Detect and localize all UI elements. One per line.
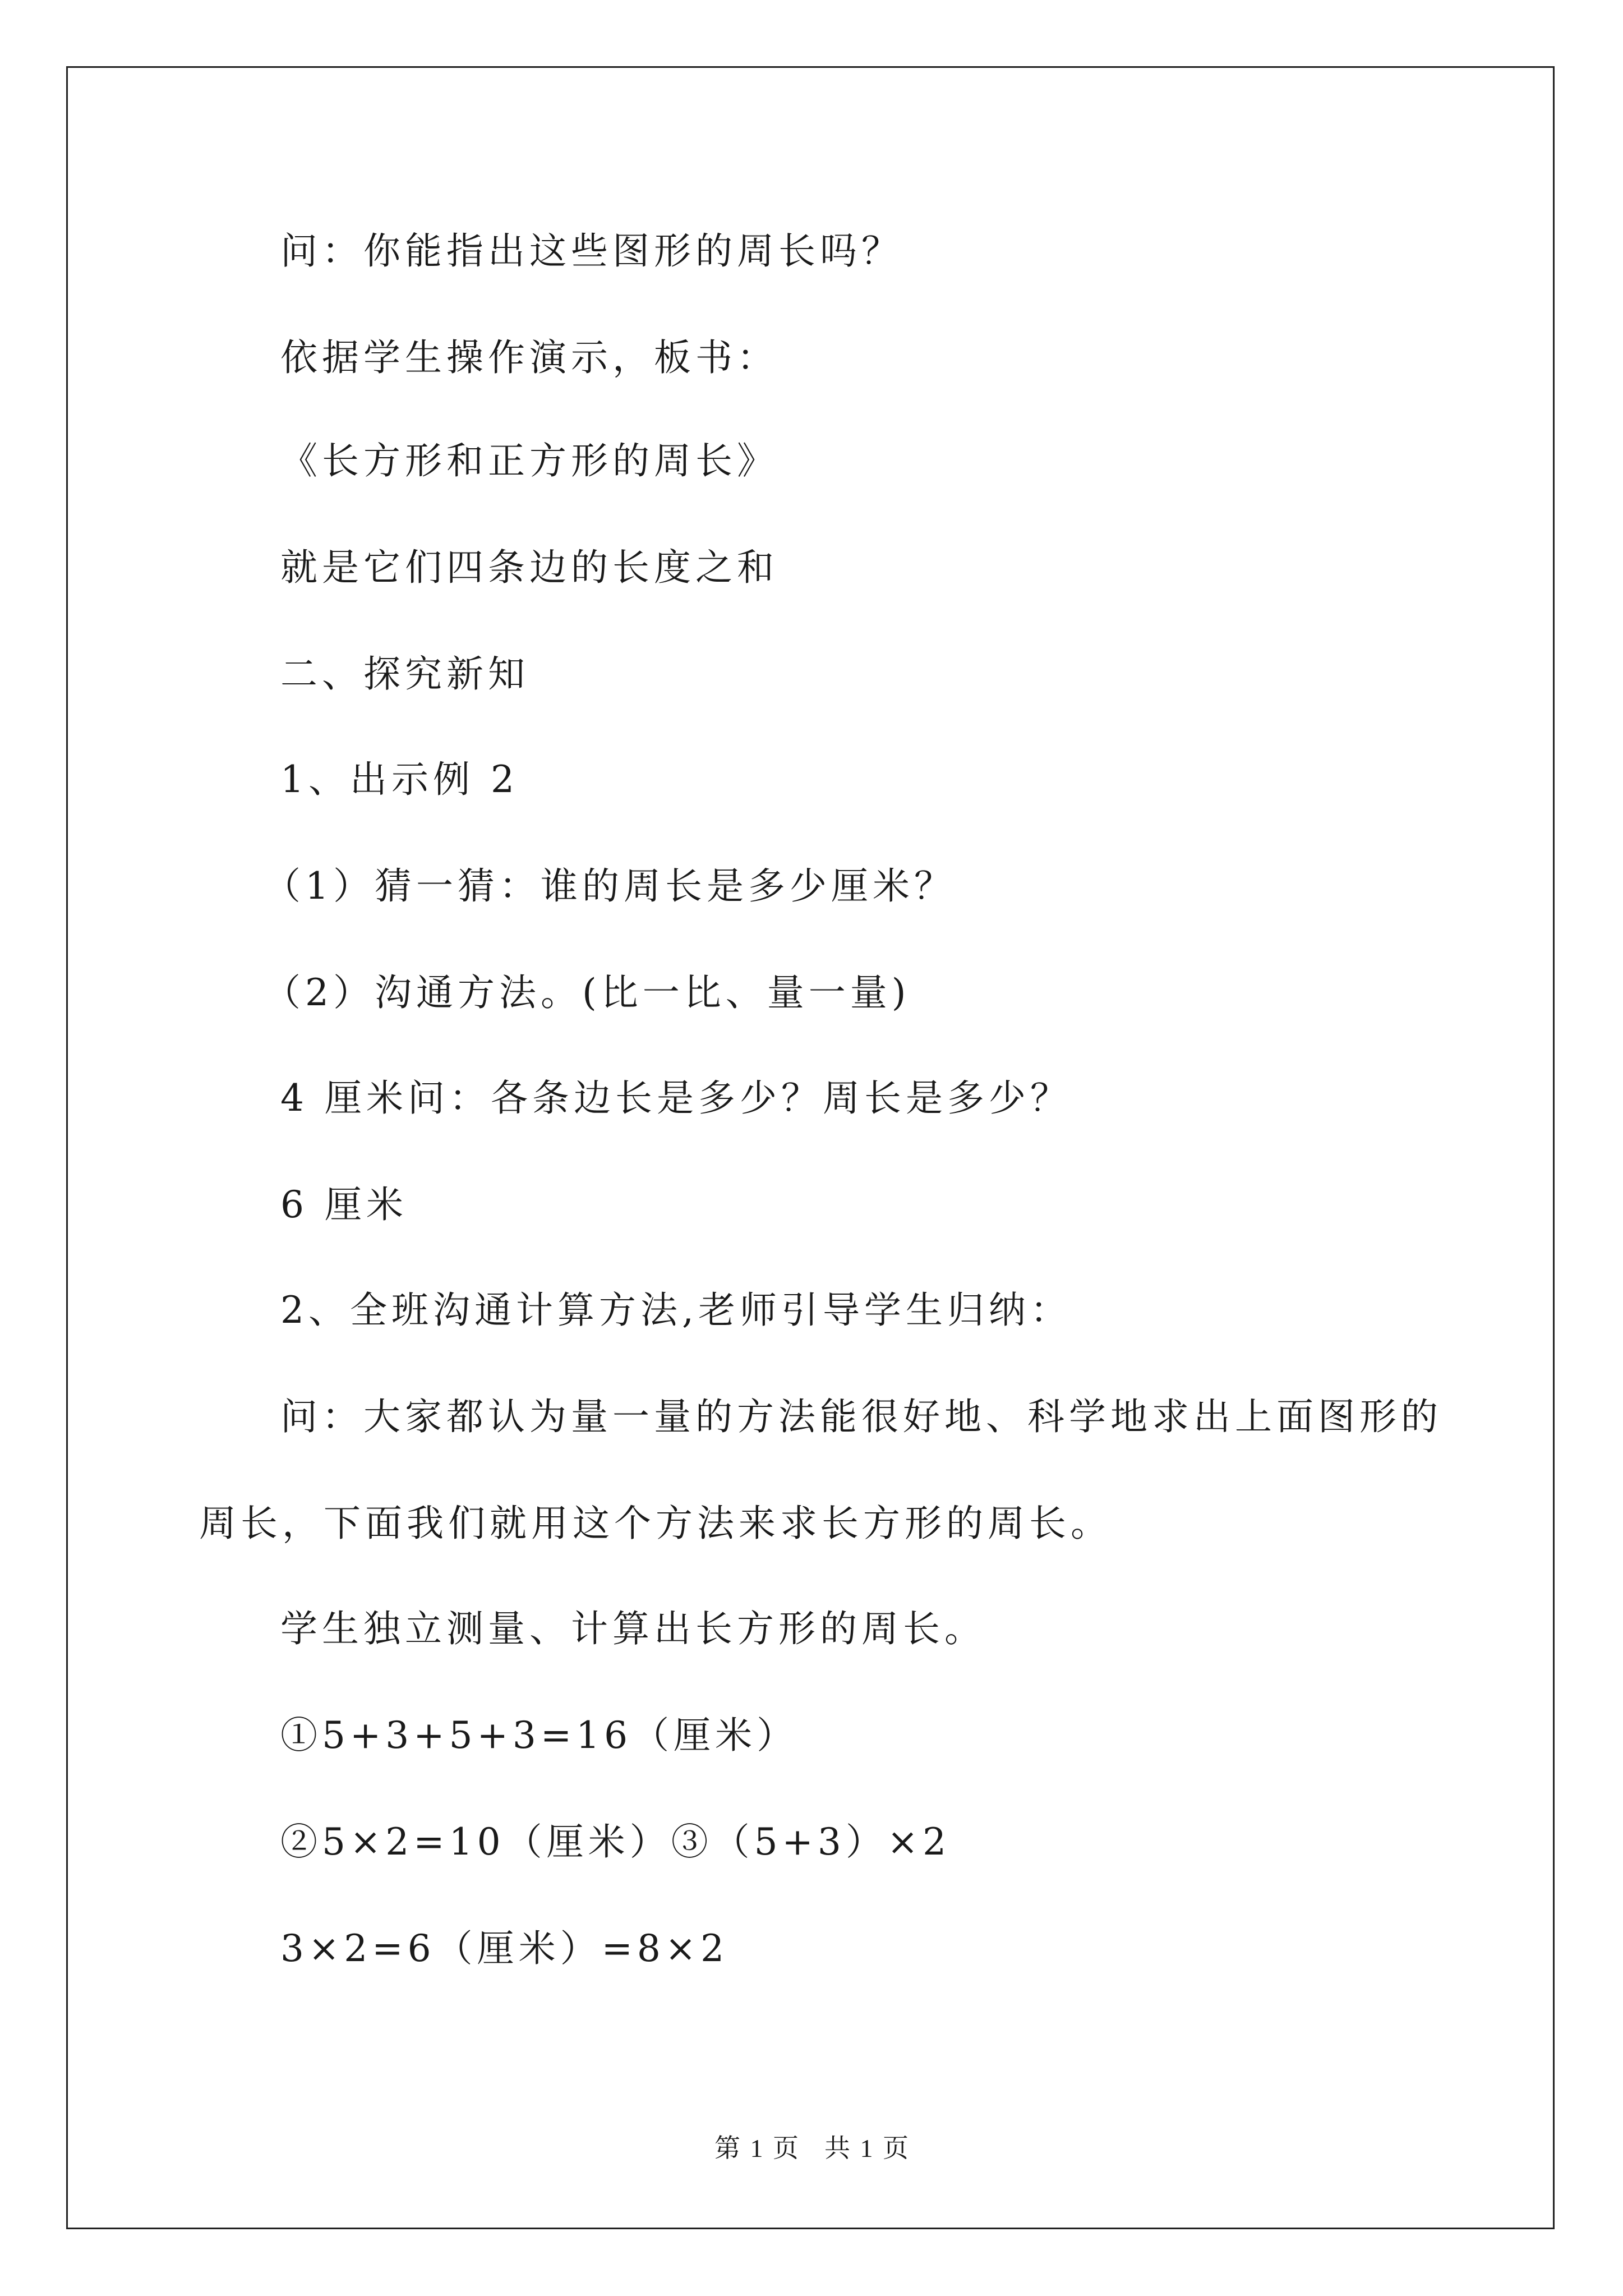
text-line: 依据学生操作演示，板书： [280, 336, 778, 379]
page-border [66, 66, 1555, 2229]
page-footer: 第 1 页 共 1 页 [714, 2134, 909, 2162]
text-line: 1、出示例 2 [280, 758, 519, 801]
formula-line: 3×2=6（厘米）=8×2 [280, 1927, 729, 1970]
text-line: 《长方形和正方形的周长》 [280, 439, 778, 482]
text-line: （1）猜一猜：谁的周长是多少厘米？ [264, 864, 956, 908]
text-line: （2）沟通方法。(比一比、量一量) [264, 971, 911, 1014]
text-line: 就是它们四条边的长度之和 [280, 546, 778, 589]
text-line: 6 厘米 [280, 1183, 408, 1226]
text-line: 4 厘米问：各条边长是多少？周长是多少？ [280, 1076, 1072, 1120]
text-line: 2、全班沟通计算方法,老师引导学生归纳： [280, 1289, 1072, 1332]
text-line: 学生独立测量、计算出长方形的周长。 [280, 1607, 986, 1650]
text-line: 问：大家都认为量一量的方法能很好地、科学地求出上面图形的 [280, 1395, 1442, 1438]
text-line: 问：你能指出这些图形的周长吗？ [280, 229, 903, 273]
text-line: 周长，下面我们就用这个方法来求长方形的周长。 [199, 1502, 1112, 1545]
formula-line: ②5×2=10（厘米）③（5+3）×2 [280, 1820, 951, 1864]
section-heading: 二、探究新知 [280, 652, 529, 696]
formula-line: ①5+3+5+3=16（厘米） [280, 1714, 799, 1757]
